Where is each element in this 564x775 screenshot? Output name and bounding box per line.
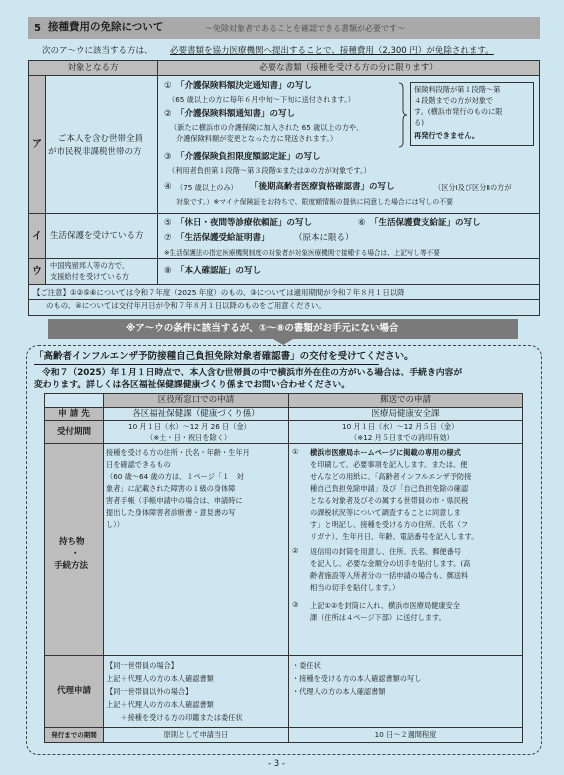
dest-mail: 医療局健康安全課 <box>288 407 523 421</box>
mail-step-line: 課（住所は４ページ下部）に送付します。 <box>310 613 446 622</box>
doc-2-num: ② <box>164 109 172 119</box>
doc-1-title: 「介護保険料額決定通知書」の写し <box>176 81 313 91</box>
period-mail-1: 10 月１日（水）〜12 月５日（金） <box>342 422 459 431</box>
doc-5-title: 「休日・夜間等診療依頼証」の写し <box>176 218 313 228</box>
proxy-ward-list <box>106 659 243 724</box>
doc-7-note: （原本に限る） <box>294 233 354 243</box>
row-label-issue: 発行までの期間 <box>44 727 104 743</box>
mail-step-line: す」と明記し、接種を受ける方の住所、氏名（フ <box>310 520 469 529</box>
side-note-5: 再発行できません。 <box>414 131 480 140</box>
side-note-4: る) <box>414 118 424 127</box>
col-header-target: 対象となる方 <box>28 60 158 76</box>
proxy-mail-line: ・委任状 <box>292 661 321 670</box>
mail-step-line: の課税状況等について調査することに同意しま <box>310 508 461 517</box>
table2-corner <box>44 393 104 408</box>
mail-step-line: 横浜市医療局ホームページに掲載の専用の様式 <box>310 448 461 457</box>
row-letter-a: ア <box>28 75 46 214</box>
doc-4-num: ④ <box>164 182 172 192</box>
doc-6-title: 「生活保護費支給証」の写し <box>370 218 481 228</box>
mail-step-line: リガナ）、生年月日、年齢、電話番号を記入します。 <box>310 532 479 541</box>
section-title: 接種費用の免除について <box>48 21 164 33</box>
row-letter-i: イ <box>28 213 46 259</box>
doc-4-note-2: 対象です。）※マイナ保険証をお持ちで、限度額情報の提供に同意した場合には写しの不要 <box>176 198 454 206</box>
mail-step-line: 種自己負担免除申請」及び「自己負担免除の確認 <box>310 484 469 493</box>
intro-text: 次のア〜ウに該当する方は、 <box>42 46 153 56</box>
title-underline <box>34 364 379 365</box>
row-a-label-2: が市民税非課税世帯の方 <box>48 147 142 157</box>
items-ward-list <box>106 447 250 531</box>
items-ward-line: 日を確認できるもの <box>106 460 171 469</box>
bracket-icon <box>398 82 408 148</box>
doc-2-note-1: （新たに横浜市の介護保険に加入された 65 歳以上の方や、 <box>170 123 364 132</box>
row-u-label-2: 支援給付を受けている方 <box>50 272 130 281</box>
items-ward-line: 害者手帳（手帳申請中の場合は、申請時に <box>106 496 243 505</box>
section2-body-1: 令和７（2025）年１月１日時点で、本人含む世帯員の中で横浜市外在住の方がいる場合は、手続き内容が <box>42 368 463 378</box>
mail-step-line: 上記①②を封筒に入れ、横浜市医療局健康安全 <box>310 601 460 610</box>
col-header-mail: 郵送での申請 <box>288 393 523 408</box>
section-number: 5 <box>34 23 41 34</box>
doc-8-title: 「本人確認証」の写し <box>176 266 262 276</box>
doc-2-title: 「介護保険料額通知書」の写し <box>176 109 296 119</box>
dest-ward: 各区福祉保健課（健康づくり係） <box>103 407 289 421</box>
items-label-3: 手続方法 <box>54 561 89 571</box>
page-number: - 3 - <box>268 759 285 769</box>
items-ward-line: 接種を受ける方の住所・氏名・年齢・生年月 <box>106 448 250 457</box>
row-a-label-1: ご本人を含む世帯全員 <box>58 134 144 144</box>
section2-title: 「高齢者インフルエンザ予防接種自己負担免除対象者確認書」の交付を受けてください。 <box>34 351 414 362</box>
items-ward-line: 象者」に記載された障害の１級の身体障 <box>106 484 236 493</box>
doc-1-num: ① <box>164 81 172 91</box>
caution-line-1: 【ご注意】①②⑤⑥については令和７年度（2025 年度）のもの、③については適用期間が令和７年８月１日以降 <box>33 288 405 297</box>
mail-step-line: を記入し、必要な金額分の切手を貼付します。(高 <box>310 559 471 568</box>
doc-3-note: （利用者負担第１段階〜第３段階①または②の方が対象です。） <box>168 166 371 175</box>
proxy-ward-line: 上記＋代理人の方の本人確認書類 <box>106 700 214 709</box>
items-ward-line: し）） <box>106 520 124 529</box>
row-u-label-1: 中国残留邦人等の方で、 <box>50 261 129 270</box>
doc-4-note-1: （区分Ⅰ及び区分Ⅱの方が <box>434 183 512 192</box>
proxy-ward-line: ＋接種を受ける方の印鑑または委任状 <box>106 713 243 722</box>
row-letter-u: ウ <box>28 258 46 285</box>
period-ward-1: 10 月１日（水）〜12 月 26 日（金） <box>128 422 251 431</box>
proxy-mail-line: ・代理人の方の本人確認書類 <box>292 687 386 696</box>
row-label-proxy: 代理申請 <box>44 655 104 728</box>
proxy-mail-list <box>292 659 421 698</box>
row-i-note: ※生活保護法の指定医療機関制度の対象者が対象医療機関で接種する場合は、上記写し等不要 <box>164 249 440 257</box>
items-label-2: ・ <box>71 549 80 559</box>
doc-3-title: 「介護保険負担限度額認定証」の写し <box>176 152 321 162</box>
proxy-ward-line: 【同一世帯員の場合】 <box>106 661 178 670</box>
row-label-period: 受付期間 <box>44 420 104 444</box>
doc-4-pre: （75 歳以上のみ） <box>176 183 238 192</box>
row-i-label: 生活保護を受けている方 <box>50 231 144 241</box>
period-ward-2: （※土・日・祝日を除く） <box>146 433 232 442</box>
doc-5-num: ⑤ <box>164 218 172 228</box>
mail-step-line: を印刷して、必要事項を記入します。または、便 <box>310 460 468 469</box>
mail-step-2-num: ② <box>292 546 299 555</box>
items-label-1: 持ち物 <box>59 537 85 547</box>
items-ward-line: （60 歳〜64 歳の方は、１ページ「１ 対 <box>106 472 244 481</box>
banner-text: ※ア〜ウの条件に該当するが、①〜⑧の書類がお手元にない場合 <box>126 323 399 334</box>
period-mail-2: （※12 月５日までの消印有効） <box>350 433 454 442</box>
doc-2-note-2: 介護保険料額が変更となった方に発送されます。） <box>176 134 338 143</box>
proxy-mail-line: ・接種を受ける方の本人確認書類の写し <box>292 674 422 683</box>
mail-step-1-num: ① <box>292 447 299 456</box>
mail-step-3-num: ③ <box>292 600 299 609</box>
side-note-3: す。(横浜市発行のものに限 <box>414 107 503 116</box>
doc-1-note: （65 歳以上の方に毎年６月中旬〜下旬に送付されます。） <box>168 95 355 104</box>
issue-ward: 原則として申請当日 <box>103 727 289 743</box>
side-note-2: ４段階までの方が対象で <box>414 96 494 105</box>
doc-3-num: ③ <box>164 152 172 162</box>
mail-step-line: 返信用の封筒を用意し、住所、氏名、郵便番号 <box>310 547 461 556</box>
section2-body-2: 変わります。詳しくは各区福祉保健課健康づくり係までお問い合わせください。 <box>34 380 350 390</box>
doc-7-num: ⑦ <box>164 233 172 243</box>
proxy-ward-line: 上記＋代理人の方の本人確認書類 <box>106 674 214 683</box>
caution-line-2: のもの、④については交付年月日が令和７年８月１日以降のものをご用意ください。 <box>46 301 326 310</box>
issue-mail: 10 日〜２週間程度 <box>288 727 523 743</box>
doc-7-title: 「生活保護受給証明書」 <box>176 233 270 243</box>
doc-4-title: 「後期高齢者医療資格確認書」の写し <box>250 182 395 192</box>
intro-highlight: 必要書類を協力医療機関へ提出することで、接種費用（2,300 円）が免除されます。 <box>170 46 494 56</box>
side-note-1: 保険料段階が第１段階〜第 <box>414 85 501 94</box>
mail-step-line: 相当の切手を貼付します。） <box>310 583 400 592</box>
mail-step-line: 齢者施設等入所者分の一括申請の場合も、郵送料 <box>310 571 469 580</box>
mail-step-line: せんなどの用紙に、「高齢者インフルエンザ予防接 <box>310 472 472 481</box>
col-header-ward: 区役所窓口での申請 <box>103 393 289 408</box>
doc-8-num: ⑧ <box>164 266 172 276</box>
mail-step-2 <box>310 546 470 594</box>
section-subtitle: 〜免除対象者であることを確認できる書類が必要です〜 <box>205 24 405 33</box>
mail-step-1 <box>310 447 478 543</box>
col-header-docs: 必要な書類（接種を受ける方の分に限ります） <box>157 60 540 76</box>
proxy-ward-line: 【同一世帯員以外の場合】 <box>106 687 193 696</box>
mail-step-line: となる対象者及びその属する世帯員の市・県民税 <box>310 496 469 505</box>
doc-6-num: ⑥ <box>358 218 366 228</box>
mail-step-3 <box>310 600 460 624</box>
row-label-dest: 申 請 先 <box>44 407 104 421</box>
items-ward-line: 提出した身体障害者診断書・意見書の写 <box>106 508 236 517</box>
